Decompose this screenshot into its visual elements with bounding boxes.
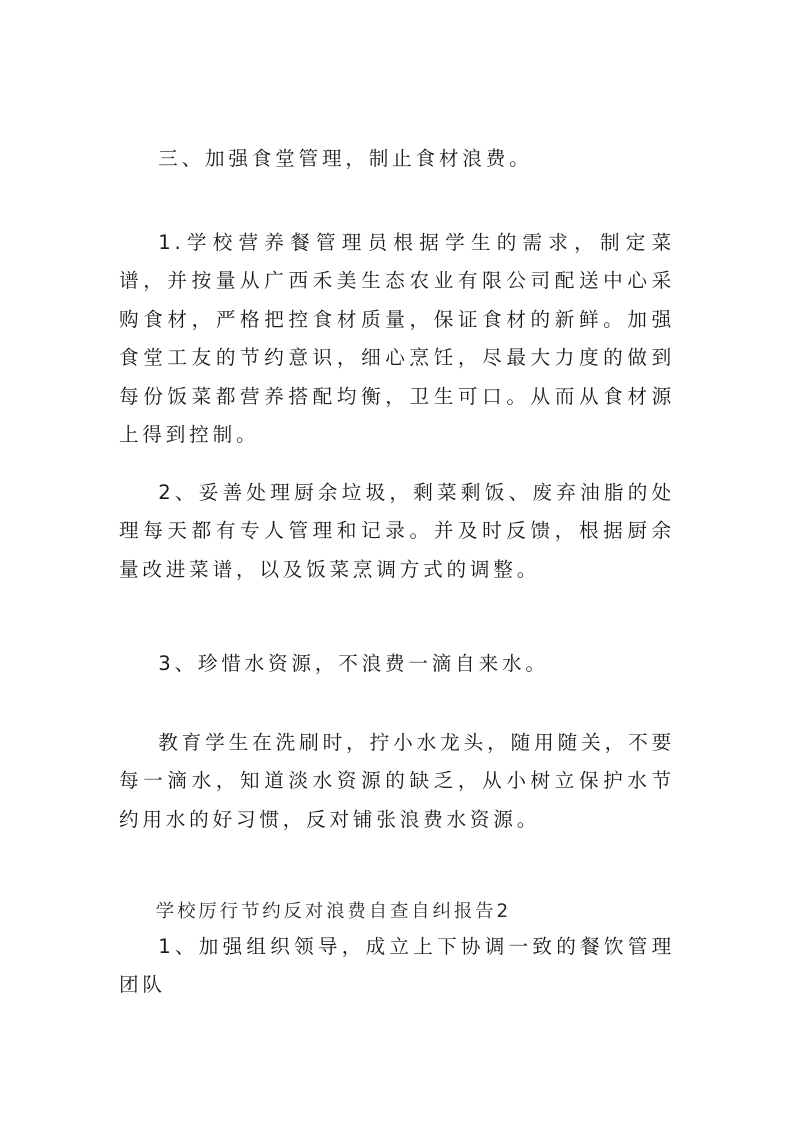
paragraph-organization: 1、加强组织领导，成立上下协调一致的餐饮管理团队 bbox=[119, 935, 675, 997]
report-title: 学校厉行节约反对浪费自查自纠报告2 bbox=[155, 901, 512, 922]
paragraph-water-saving: 3、珍惜水资源，不浪费一滴自来水。 bbox=[158, 652, 549, 675]
section-heading: 三、加强食堂管理，制止食材浪费。 bbox=[158, 147, 533, 170]
paragraph-kitchen-waste: 2、妥善处理厨余垃圾，剩菜剩饭、废弃油脂的处理每天都有专人管理和记录。并及时反馈，根据厨余量改进菜谱，以及饭菜烹调方式的调整。 bbox=[119, 481, 675, 581]
paragraph-student-education: 教育学生在洗刷时，拧小水龙头，随用随关，不要每一滴水，知道淡水资源的缺乏，从小树立保护水节约用水的好习惯，反对铺张浪费水资源。 bbox=[119, 731, 675, 831]
paragraph-menu-planning: 1.学校营养餐管理员根据学生的需求，制定菜谱，并按量从广西禾美生态农业有限公司配送中心采购食材，严格把控食材质量，保证食材的新鲜。加强食堂工友的节约意识，细心烹饪，尽最大力度的做到每份饭菜都营养搭配均衡，卫生可口。从而从食材源上得到控制。 bbox=[119, 231, 675, 447]
